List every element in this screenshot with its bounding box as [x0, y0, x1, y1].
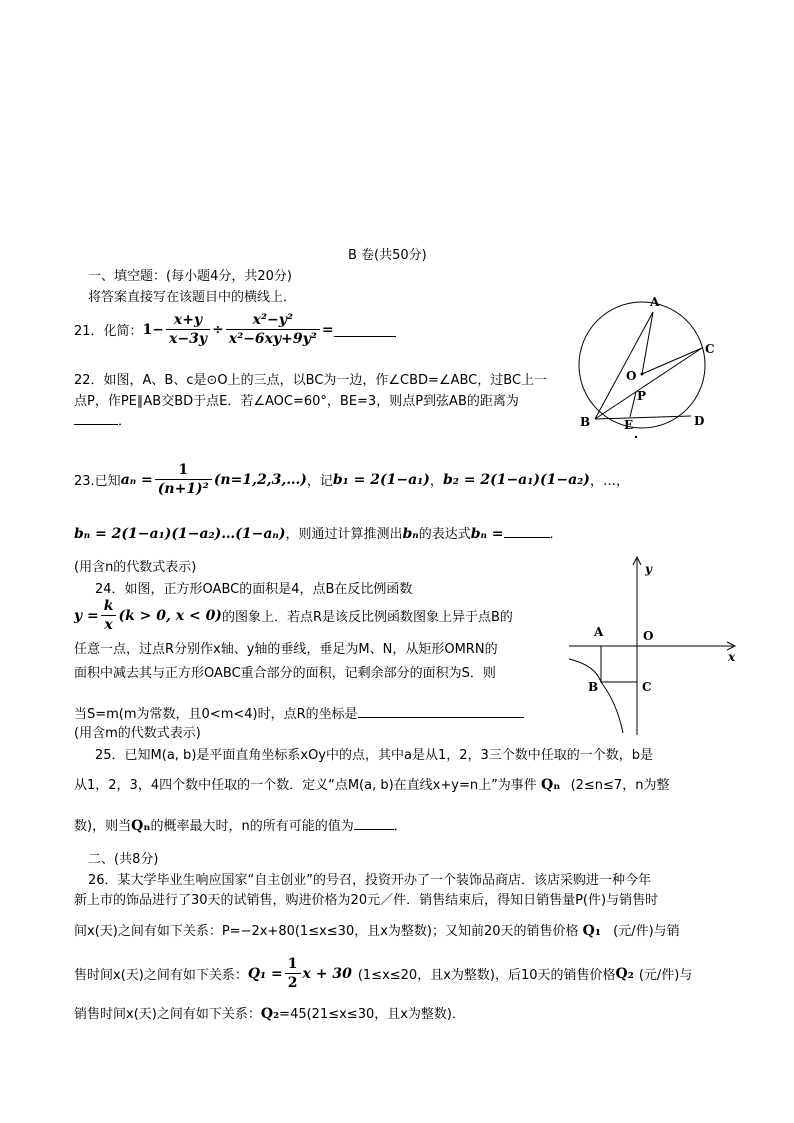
- figure-circle-diagram: [570, 290, 735, 440]
- q26-line1: 26．某大学毕业生响应国家“自主创业”的号召，投资开办了一个装饰品商店．该店采购进一种今年: [88, 873, 652, 888]
- q22-line1: 22．如图，A、B、c是⊙O上的三点，以BC为一边，作∠CBD=∠ABC，过BC上一: [74, 373, 548, 388]
- question-25-line3: [74, 815, 407, 834]
- q23-mid1: ，记: [306, 474, 333, 489]
- question-23-line2: [74, 523, 563, 542]
- q21-fraction-2: [226, 312, 320, 347]
- q25-line1: 25．已知M(a, b)是平面直角坐标系xOy中的点，其中a是从1，2，3三个数中任取的一个数，b是: [95, 748, 654, 763]
- q24-func-den: x: [104, 617, 113, 633]
- q23-mid3: 的表达式: [418, 527, 471, 542]
- q23-fraction: [155, 462, 212, 497]
- question-21: [74, 312, 396, 347]
- q25-answer-blank[interactable]: [354, 815, 394, 830]
- circle-o: [579, 302, 705, 428]
- label-c: C: [705, 342, 715, 356]
- question-25-line2: [74, 774, 669, 793]
- q24-line5-text: 当S=m(m为常数，且0<m<4)时，点R的坐标是: [74, 707, 358, 722]
- q23-frac-den: (n+1)²: [157, 481, 209, 497]
- q24-line1: 24．如图，正方形OABC的面积是4，点B在反比例函数: [95, 582, 413, 597]
- q23-etc: ，…，: [589, 474, 629, 489]
- question-26-line5: [74, 1003, 465, 1022]
- q25-qn: Qₙ: [540, 777, 561, 793]
- q26-q1-fraction: [285, 956, 301, 991]
- q26-q1-rest: x + 30: [302, 965, 352, 982]
- question-26-line3: [74, 920, 680, 939]
- q23-mid2: ，则通过计算推测出: [285, 527, 403, 542]
- label-b: B: [580, 415, 591, 429]
- square-oabc: [601, 646, 637, 682]
- q21-equals: =: [321, 321, 334, 338]
- point-arc-mark: [635, 436, 637, 438]
- q26-q1-num: 1: [285, 956, 301, 974]
- q24-line3: 任意一点，过点R分别作x轴、y轴的垂线，垂足为M、N，从矩形OMRN的: [74, 642, 498, 657]
- segment-bc: [595, 348, 702, 419]
- q24-line5: [74, 703, 524, 722]
- label-p: P: [637, 389, 647, 403]
- label-y: y: [645, 562, 652, 576]
- q26-line5-a: 销售时间x(天)之间有如下关系：: [74, 1007, 261, 1022]
- q24-line4: 面积中减去其与正方形OABC重合部分的面积，记剩余部分的面积为S．则: [74, 666, 496, 681]
- q23-note: (用含n的代数式表示): [74, 560, 197, 575]
- q22-line3-end: ．: [118, 414, 132, 429]
- q23-condition: (n=1,2,3,…): [213, 471, 307, 488]
- question-26-line4: [74, 956, 692, 991]
- q23-frac-num: 1: [155, 462, 212, 480]
- label-x: x: [728, 650, 736, 664]
- q26-line4-a: 售时间x(天)之间有如下关系：: [74, 968, 248, 983]
- label-o: O: [626, 369, 637, 383]
- q24-func-fraction: [101, 598, 117, 633]
- q25-line2-a: 从1，2，3，4四个数中任取的一个数．定义“点M(a, b)在直线x+y=n上”为事件: [74, 778, 537, 793]
- figure-coordinate-diagram: [565, 553, 745, 738]
- q25-line3-end: ．: [393, 819, 407, 834]
- q24-answer-blank[interactable]: [358, 703, 524, 718]
- q26-line2: 新上市的饰品进行了30天的试销售，购进价格为20元／件．销售结束后，得知日销售量P(件)与销售时: [74, 893, 659, 908]
- q26-line4-b: (1≤x≤20，且x为整数)，后10天的销售价格: [357, 968, 616, 983]
- q26-line3-b: (元/件)与销: [613, 924, 680, 939]
- q22-line2: 点P，作PE∥AB交BD于点E．若∠AOC=60°，BE=3，则点P到弦AB的距离为: [74, 394, 519, 409]
- q25-line3-b: 的概率最大时，n的所有可能的值为: [150, 819, 354, 834]
- question-24-line2: [74, 598, 513, 633]
- q22-answer-blank[interactable]: [74, 410, 118, 425]
- q25-qn-2: Qₙ: [131, 818, 151, 834]
- label-b: B: [588, 680, 599, 694]
- q23-comma: ，: [429, 474, 443, 489]
- q23-prefix: 23.已知: [74, 474, 121, 489]
- q21-fraction-1: [166, 312, 210, 347]
- q23-an: aₙ =: [120, 471, 153, 488]
- q21-den2: x²−6xy+9y²: [228, 331, 317, 347]
- label-a: A: [650, 295, 660, 309]
- q24-note: (用含m的代数式表示): [74, 726, 201, 741]
- q26-line4-c: (元/件)与: [638, 968, 693, 983]
- label-o: O: [643, 629, 654, 643]
- hyperbola-curve: [569, 659, 623, 733]
- q21-den1: x−3y: [169, 331, 207, 347]
- q24-line2-rest: 的图象上．若点R是该反比例函数图象上异于点B的: [221, 610, 513, 625]
- q26-q1-eq: Q₁ =: [247, 965, 283, 982]
- label-a: A: [594, 625, 604, 639]
- q26-line3-a: 间x(天)之间有如下关系：P=−2x+80(1≤x≤30，且x为整数)；又知前20天的销售价格: [74, 924, 579, 939]
- q21-prefix: 21．化简：: [74, 324, 143, 339]
- q21-one-minus: 1−: [142, 321, 165, 338]
- section1-heading: 一、填空题：(每小题4分，共20分): [88, 269, 292, 284]
- label-e: E: [624, 418, 634, 432]
- q26-line5-b: =45(21≤x≤30，且x为整数)．: [279, 1007, 466, 1022]
- q23-b2: b₂ = 2(1−a₁)(1−a₂): [442, 471, 590, 488]
- point-o: [641, 373, 644, 376]
- q23-bn-short: bₙ: [402, 526, 419, 542]
- q23-bn-eq: bₙ =: [470, 526, 504, 542]
- question-23-line1: [74, 462, 629, 497]
- section2-heading: 二、(共8分): [88, 852, 159, 867]
- q24-func-num: k: [101, 598, 117, 616]
- q26-q1-den: 2: [287, 975, 298, 991]
- q23-end: ．: [549, 527, 563, 542]
- q21-answer-blank[interactable]: [334, 322, 396, 337]
- label-c: C: [642, 680, 652, 694]
- section1-instruction: 将答案直接写在该题目中的横线上．: [88, 290, 297, 305]
- q21-divide: ÷: [211, 321, 224, 338]
- q25-line3-a: 数)，则当: [74, 819, 132, 834]
- q21-num1: x+y: [166, 312, 210, 330]
- q26-q2: Q₂: [615, 965, 634, 982]
- q26-q2-eq: Q₂: [260, 1006, 280, 1022]
- q24-func-cond: (k > 0, x < 0): [118, 607, 222, 624]
- q21-num2: x²−y²: [226, 312, 320, 330]
- q22-line3: [74, 410, 131, 429]
- segment-oc: [642, 348, 702, 374]
- label-d: D: [694, 414, 705, 428]
- q23-answer-blank[interactable]: [504, 523, 550, 538]
- q23-bn-def: bₙ = 2(1−a₁)(1−a₂)…(1−aₙ): [74, 526, 286, 542]
- q23-b1: b₁ = 2(1−a₁): [332, 471, 430, 488]
- q26-q1: Q₁: [582, 923, 601, 939]
- section-b-title: B 卷(共50分): [348, 248, 427, 263]
- q25-line2-b: (2≤n≤7，n为整: [570, 778, 670, 793]
- q24-func-y: y =: [74, 607, 99, 624]
